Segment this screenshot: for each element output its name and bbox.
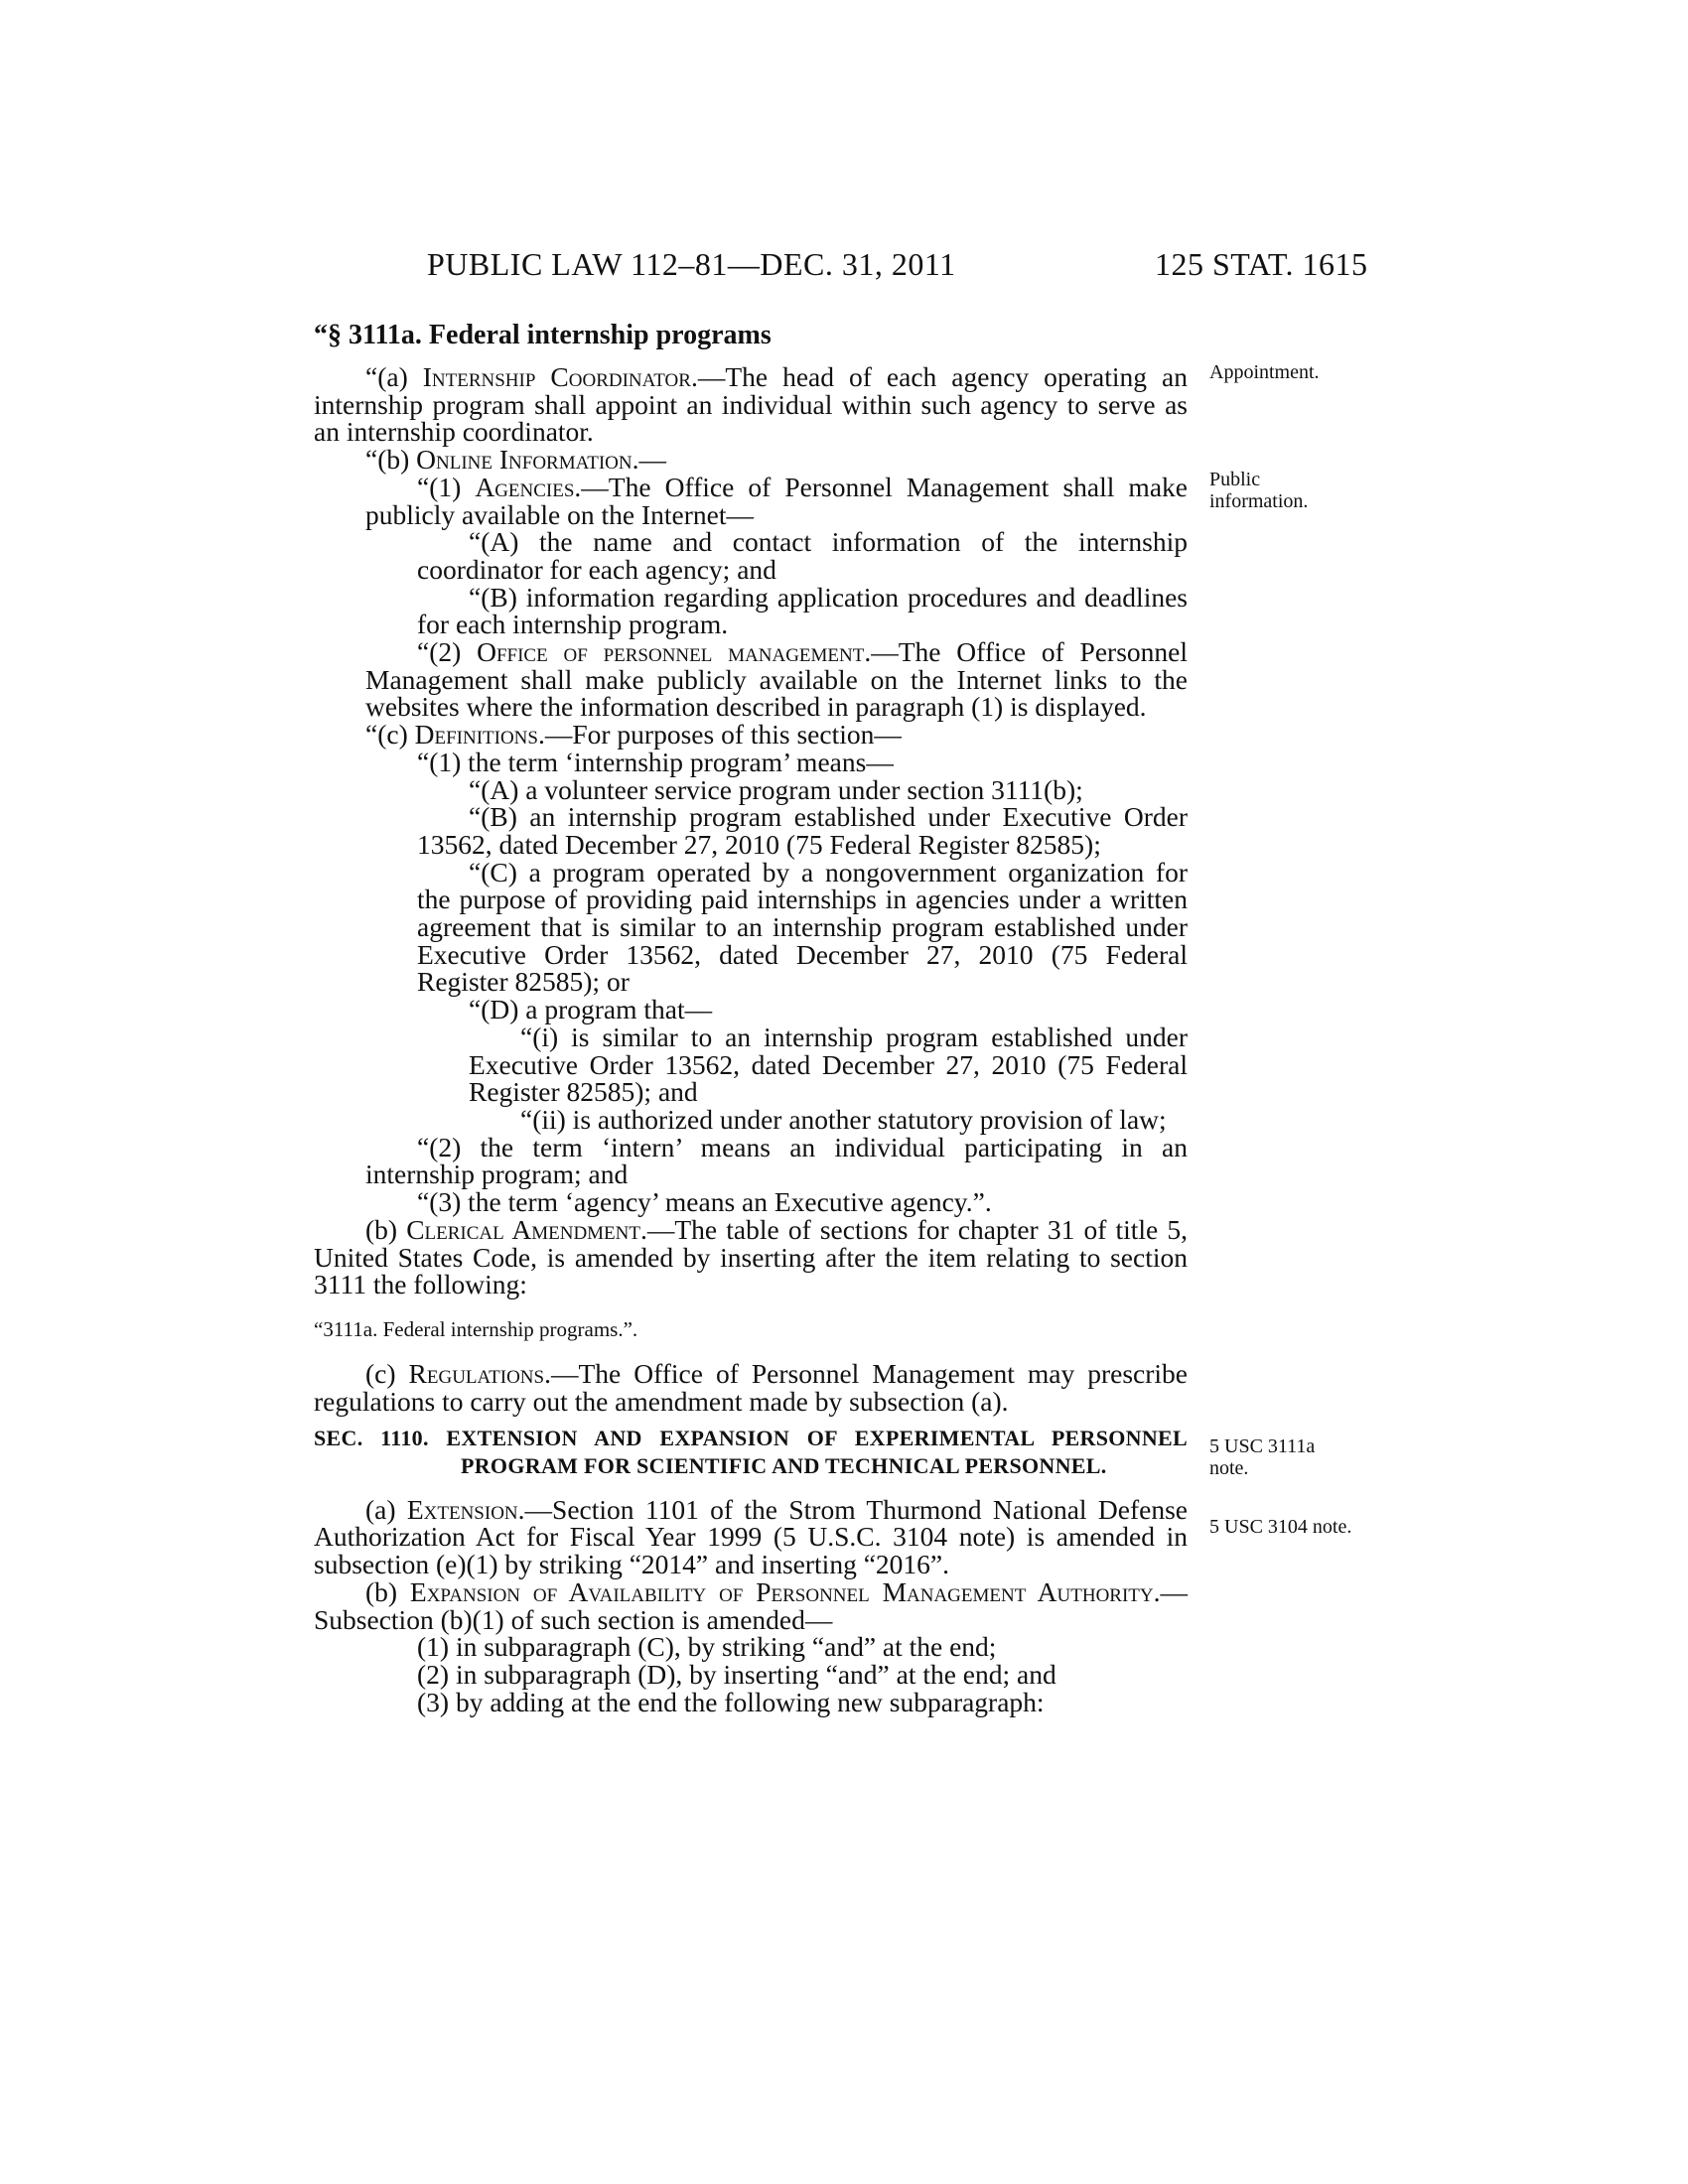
para-expansion-2: (2) in subparagraph (D), by inserting “and” at the end; and [417, 1658, 1056, 1690]
para-c1Dii: “(ii) is authorized under another statutory provision of law; [520, 1103, 1167, 1135]
para-b-online-information: “(b) Online Information.— [365, 444, 666, 476]
para-extension: (a) Extension.—Section 1101 of the Strom Thurmond National Defense Authorization Act for Fiscal Year 1999 (5 U.S.C. 3104 note) is amended in subsection (e)(1) by striking “2014” and inserting “2016”. [314, 1493, 1188, 1580]
para-expansion-1: (1) in subparagraph (C), by striking “and” at the end; [417, 1631, 997, 1663]
para-b2-opm: “(2) Office of personnel management.—The Office of Personnel Management shall make publicly available on the Internet links to the websites where the information described in paragraph (1) is displayed. [365, 636, 1188, 723]
para-c1: “(1) the term ‘internship program’ means— [417, 746, 894, 777]
margin-note-5-usc-3111a: 5 USC 3111a note. [1209, 1435, 1316, 1479]
para-expansion: (b) Expansion of Availability of Personnel Management Authority.—Subsection (b)(1) of such section is amended— [314, 1575, 1188, 1635]
para-c1C: “(C) a program operated by a nongovernment organization for the purpose of providing paid internships in agencies under a written agreement that is similar to an internship program established under Executive Order 13562, dated December 27, 2010 (75 Federal Register 82585); or [417, 856, 1188, 998]
para-c1A: “(A) a volunteer service program under section 3111(b); [469, 773, 1083, 805]
para-regulations: (c) Regulations.—The Office of Personnel Management may prescribe regulations to carry out the amendment made by subsection (a). [314, 1357, 1188, 1417]
para-b1A: “(A) the name and contact information of the internship coordinator for each agency; and [417, 526, 1188, 585]
margin-note-public-information: Public information. [1209, 469, 1309, 512]
para-c1Di: “(i) is similar to an internship program established under Executive Order 13562, dated December 27, 2010 (75 Federal Register 82585); and [469, 1021, 1188, 1108]
para-b1B: “(B) information regarding application procedures and deadlines for each internship program. [417, 581, 1188, 640]
para-c1D: “(D) a program that— [469, 994, 713, 1025]
document-body [314, 320, 1188, 1715]
para-clerical-amendment: (b) Clerical Amendment.—The table of sections for chapter 31 of title 5, United States Code, is amended by inserting after the item relating to section 3111 the following: [314, 1213, 1188, 1300]
para-c3: “(3) the term ‘agency’ means an Executive agency.”. [417, 1186, 992, 1218]
margin-note-appointment: Appointment. [1209, 361, 1320, 383]
para-expansion-3: (3) by adding at the end the following new subparagraph: [417, 1686, 1045, 1717]
para-c1B: “(B) an internship program established under Executive Order 13562, dated December 27, 2010 (75 Federal Register 82585); [417, 801, 1188, 860]
para-a-internship-coordinator: “(a) Internship Coordinator.—The head of each agency operating an internship program shall appoint an individual within such agency to serve as an internship coordinator. [314, 361, 1188, 448]
section-title: “§ 3111a. Federal internship programs [314, 320, 772, 350]
table-of-sections-item: “3111a. Federal internship programs.”. [314, 1316, 638, 1341]
para-c2: “(2) the term ‘intern’ means an individual participating in an internship program; and [365, 1131, 1188, 1190]
section-1110-heading: SEC. 1110. EXTENSION AND EXPANSION OF EXPERIMENTAL PERSONNEL PROGRAM FOR SCIENTIFIC AND TECHNICAL PERSONNEL. [314, 1426, 1188, 1479]
running-head-page-number: 125 STAT. 1615 [1155, 246, 1368, 282]
para-b1-agencies: “(1) Agencies.—The Office of Personnel Management shall make publicly available on the Internet— [365, 471, 1188, 530]
running-head-left: PUBLIC LAW 112–81—DEC. 31, 2011 [427, 246, 956, 282]
margin-note-5-usc-3104: 5 USC 3104 note. [1209, 1516, 1352, 1538]
para-c-definitions: “(c) Definitions.—For purposes of this section— [365, 719, 902, 751]
